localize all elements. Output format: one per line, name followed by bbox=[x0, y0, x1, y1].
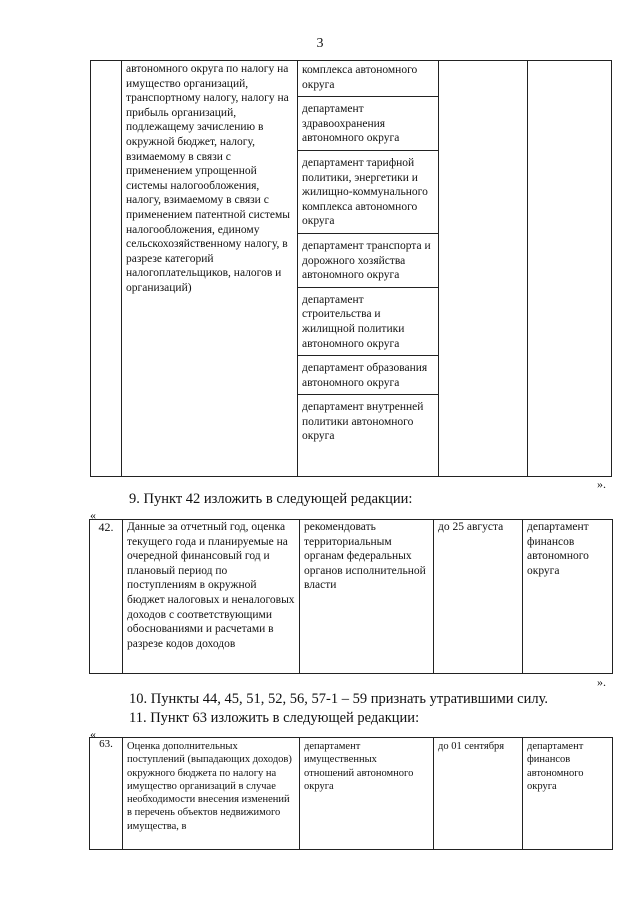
row-number-cell: 63. bbox=[90, 738, 123, 850]
item-42-table bbox=[89, 519, 613, 674]
closing-quote: ». bbox=[597, 477, 606, 491]
table-row bbox=[90, 738, 613, 850]
executor-item: департамент строительства и жилищной политики автономного округа bbox=[298, 287, 438, 355]
executor-item: департамент транспорта и дорожного хозяйства автономного округа bbox=[298, 233, 438, 287]
opening-quote: « bbox=[90, 508, 96, 522]
section10-heading: 10. Пункты 44, 45, 51, 52, 56, 57-1 – 59 признать утратившими силу. bbox=[129, 691, 548, 707]
executor-item: комплекса автономного округа bbox=[302, 64, 418, 91]
item-63-table bbox=[89, 737, 613, 850]
section9-heading: 9. Пункт 42 изложить в следующей редакции: bbox=[129, 491, 413, 507]
section11-heading: 11. Пункт 63 изложить в следующей редакции: bbox=[129, 710, 420, 726]
row-number-cell: 42. bbox=[90, 520, 123, 674]
recipient-cell: департамент финансов автономного округа bbox=[523, 520, 613, 674]
executors-cell bbox=[298, 61, 439, 477]
executor-item: департамент образования автономного округа bbox=[298, 355, 438, 394]
closing-quote: ». bbox=[597, 675, 606, 689]
provider-cell: рекомендовать территориальным органам федеральных органов исполнительной власти bbox=[300, 520, 434, 674]
deadline-cell: до 25 августа bbox=[434, 520, 523, 674]
table-row bbox=[91, 61, 612, 477]
table-row bbox=[90, 520, 613, 674]
executor-item: департамент тарифной политики, энергетики и жилищно-коммунального комплекса автономного округа bbox=[298, 150, 438, 233]
description-cell: автономного округа по налогу на имущество организаций, транспортному налогу, налогу на прибыль организаций, подлежащему зачислению в окружной бюджет, налогу, взимаемому в связи с применением упрощенной системы налогообложения, налогу, взимаемому в связи с применением патентной системы налогообложения, единому сельскохозяйственному налогу, в разрезе категорий налогоплательщиков, налогов и организаций) bbox=[122, 61, 298, 477]
recipient-cell bbox=[528, 61, 612, 477]
description-cell: Оценка дополнительных поступлений (выпадающих доходов) окружного бюджета по налогу на имущество организаций в случае необходимости внесения изменений в перечень объектов недвижимого имущества, в bbox=[123, 738, 300, 850]
recipient-cell: департамент финансов автономного округа bbox=[523, 738, 613, 850]
provider-cell: департамент имущественных отношений автономного округа bbox=[300, 738, 434, 850]
continuation-table bbox=[90, 60, 612, 477]
opening-quote: « bbox=[90, 727, 96, 741]
executor-item: департамент внутренней политики автономного округа bbox=[298, 394, 438, 448]
deadline-cell: до 01 сентября bbox=[434, 738, 523, 850]
page-number: 3 bbox=[316, 36, 324, 51]
executor-item: департамент здравоохранения автономного округа bbox=[298, 96, 438, 150]
description-cell: Данные за отчетный год, оценка текущего года и планируемые на очередной финансовый год и плановый период по поступлениям в окружной бюджет налоговых и неналоговых доходов с соответствующими обоснованиями и расчетами в разрезе кодов доходов bbox=[123, 520, 300, 674]
deadline-cell bbox=[439, 61, 528, 477]
row-number-cell bbox=[91, 61, 122, 477]
